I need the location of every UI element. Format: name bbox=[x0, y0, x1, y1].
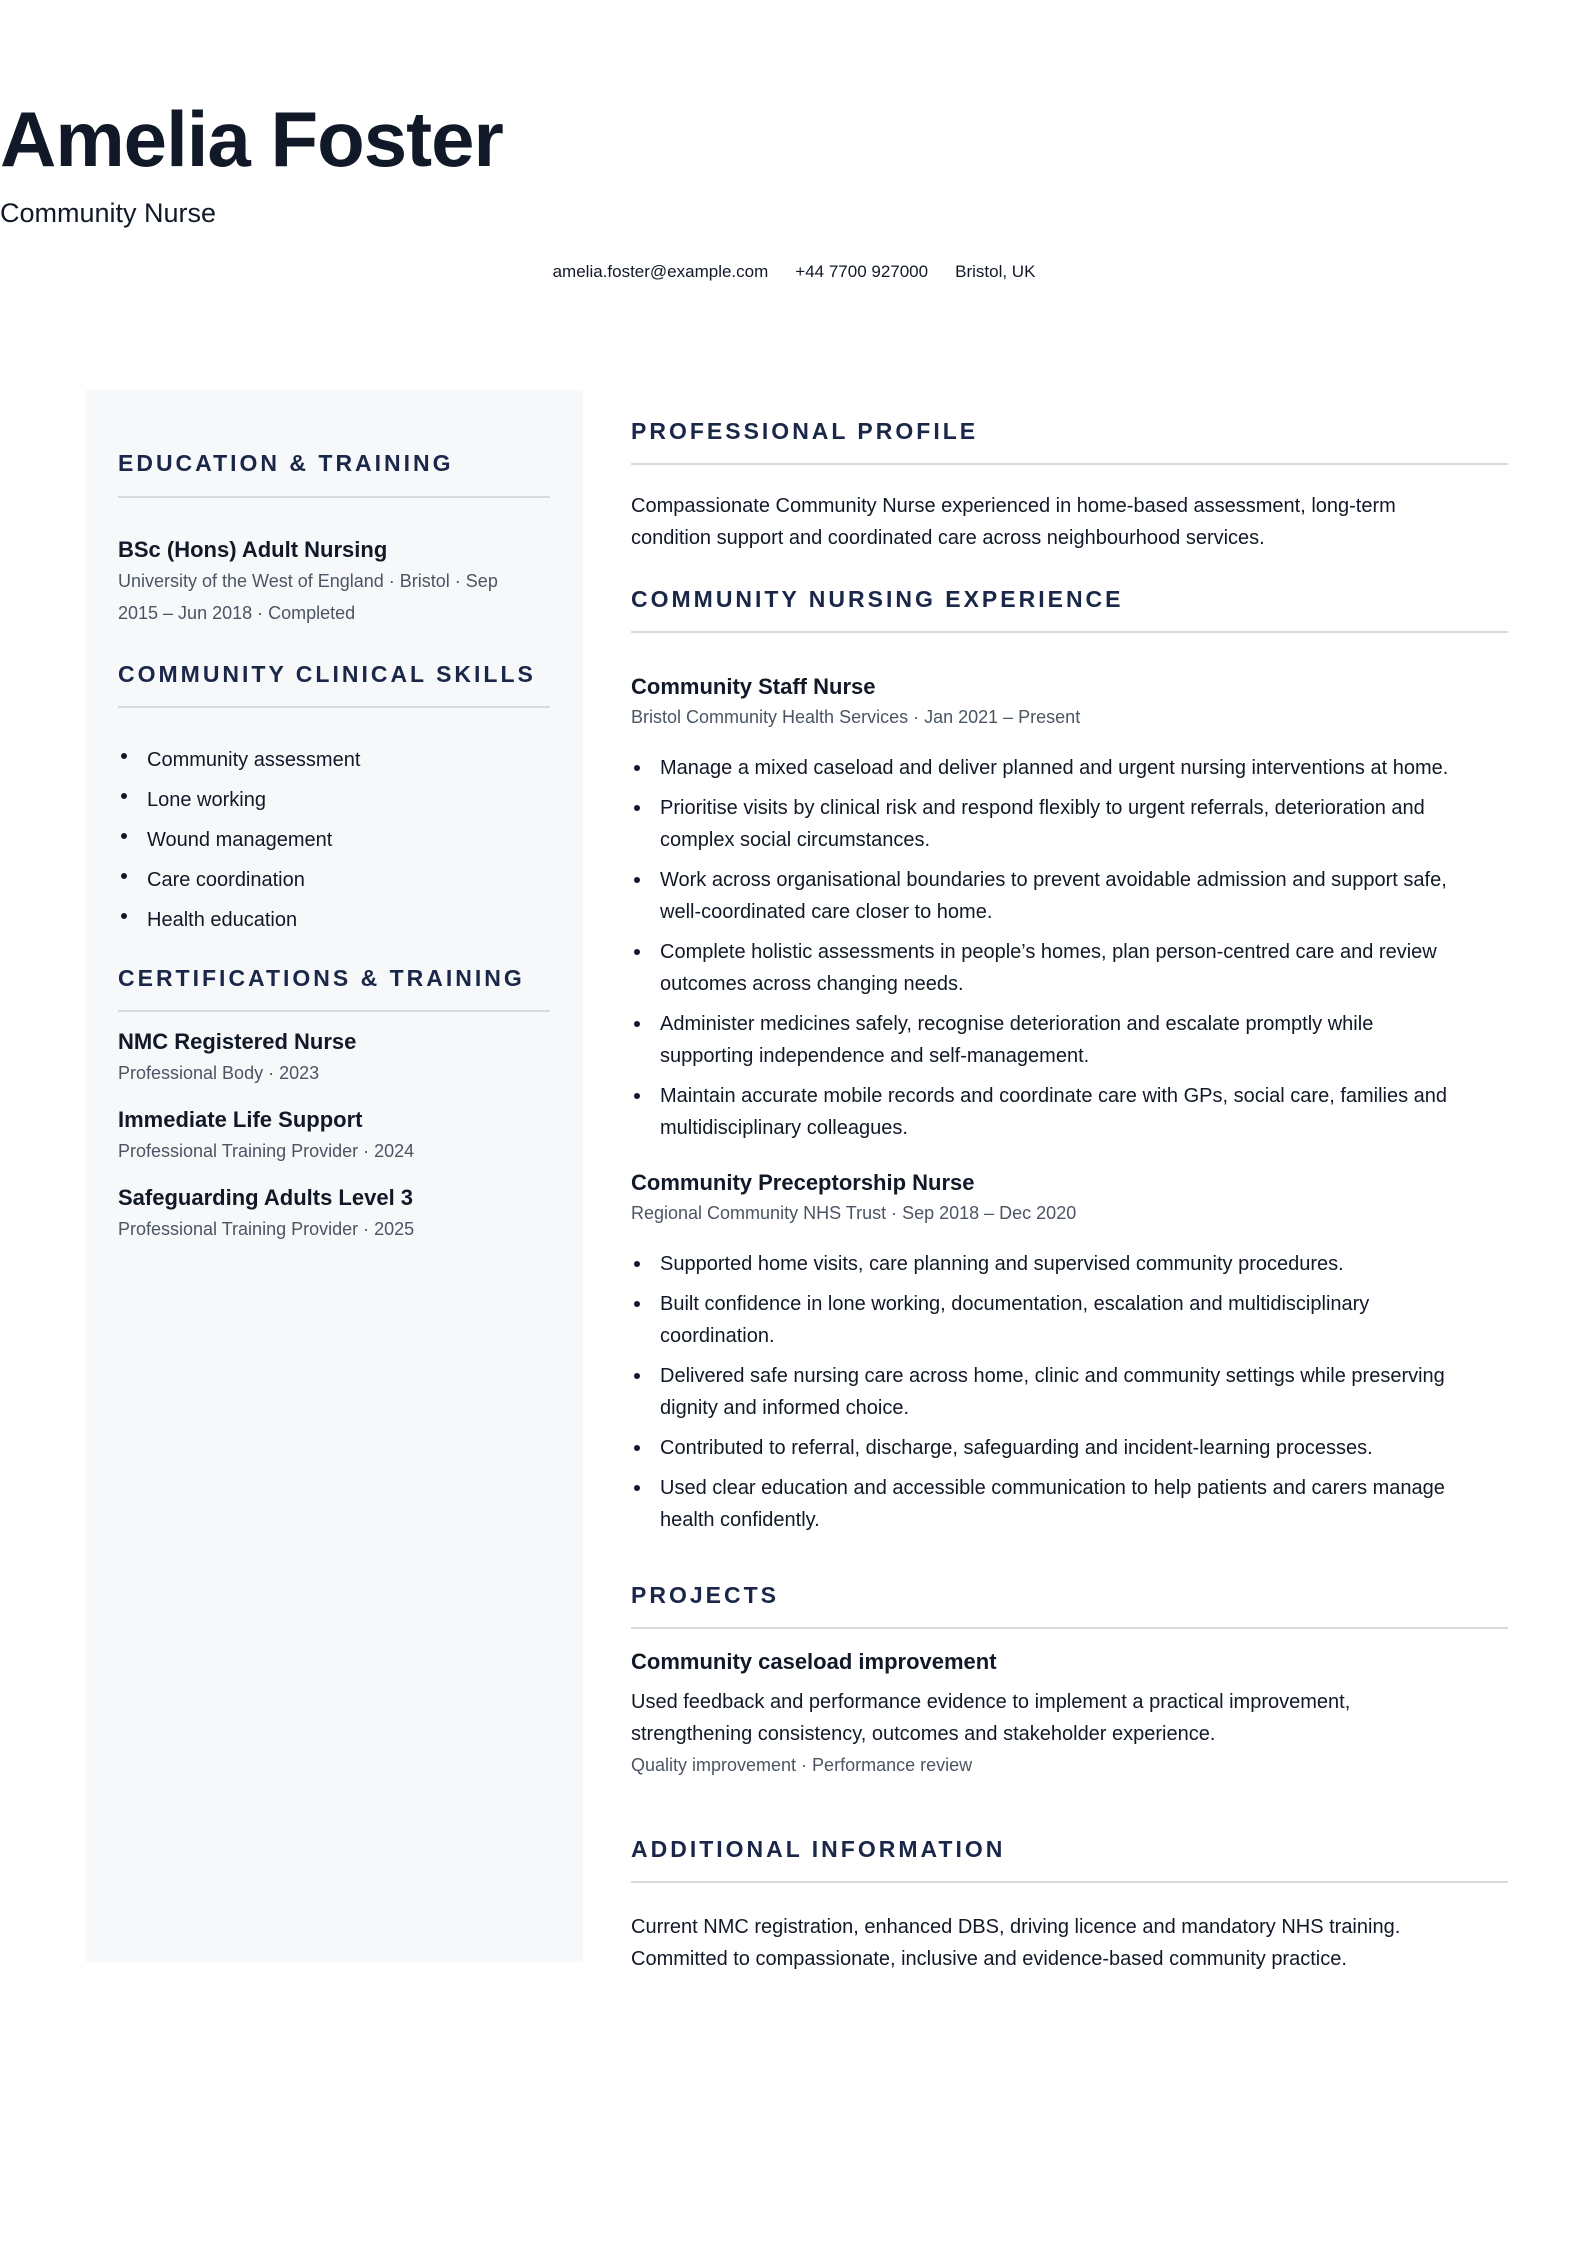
bullet-text: Contributed to referral, discharge, safeguarding and incident-learning processes. bbox=[660, 1437, 1373, 1459]
contact-location: Bristol, UK bbox=[955, 262, 1036, 281]
certification-entry bbox=[118, 1027, 550, 1089]
job-meta: Regional Community NHS Trust · Sep 2018 – Dec 2020 bbox=[631, 1203, 1077, 1223]
bullet-text: complex social circumstances. bbox=[660, 829, 931, 851]
bullet-text: dignity and informed choice. bbox=[660, 1397, 910, 1419]
bullet-text: outcomes across changing needs. bbox=[660, 973, 964, 995]
section-heading: CERTIFICATIONS & TRAINING bbox=[118, 965, 525, 991]
education-entry bbox=[118, 535, 550, 629]
job-bullets bbox=[631, 1248, 1508, 1536]
section-divider bbox=[118, 496, 550, 498]
bullet-text: Prioritise visits by clinical risk and respond flexibly to urgent referrals, deterioration and bbox=[660, 797, 1425, 819]
list-item bbox=[631, 1432, 1508, 1464]
job-title: Community Staff Nurse bbox=[631, 674, 876, 699]
certification-entry bbox=[118, 1183, 550, 1245]
job-entry bbox=[631, 672, 1508, 732]
list-item: Wound management bbox=[118, 820, 550, 860]
candidate-name: Amelia Foster bbox=[0, 95, 503, 183]
bullet-text: Administer medicines safely, recognise deterioration and escalate promptly while bbox=[660, 1013, 1374, 1035]
list-item bbox=[631, 1472, 1508, 1536]
degree-title: BSc (Hons) Adult Nursing bbox=[118, 537, 388, 562]
bullet-text: Supported home visits, care planning and supervised community procedures. bbox=[660, 1253, 1344, 1275]
list-item bbox=[631, 792, 1508, 856]
certifications-heading bbox=[118, 963, 550, 993]
profile-line: Compassionate Community Nurse experienced in home-based assessment, long-term bbox=[631, 495, 1396, 517]
certification-meta: Professional Training Provider · 2025 bbox=[118, 1219, 415, 1239]
list-item bbox=[631, 1360, 1508, 1424]
section-divider bbox=[631, 1627, 1508, 1629]
profile-heading bbox=[631, 416, 1508, 446]
bullet-text: supporting independence and self-management. bbox=[660, 1045, 1090, 1067]
certification-title: Immediate Life Support bbox=[118, 1107, 363, 1132]
profile-line: condition support and coordinated care across neighbourhood services. bbox=[631, 527, 1265, 549]
certification-title: Safeguarding Adults Level 3 bbox=[118, 1185, 414, 1210]
education-heading bbox=[118, 448, 550, 478]
additional-info bbox=[631, 1911, 1508, 1975]
certification-meta: Professional Training Provider · 2024 bbox=[118, 1141, 415, 1161]
section-divider bbox=[118, 1010, 550, 1012]
bullet-text: well-coordinated care closer to home. bbox=[660, 901, 993, 923]
contact-email: amelia.foster@example.com bbox=[552, 262, 769, 281]
project-line: Used feedback and performance evidence to implement a practical improvement, bbox=[631, 1691, 1351, 1713]
section-divider bbox=[631, 631, 1508, 633]
list-item bbox=[631, 1080, 1508, 1144]
job-bullets bbox=[631, 752, 1508, 1144]
additional-line: Committed to compassionate, inclusive and evidence-based community practice. bbox=[631, 1948, 1347, 1970]
section-heading: PROFESSIONAL PROFILE bbox=[631, 418, 979, 444]
list-item bbox=[631, 864, 1508, 928]
certification-title: NMC Registered Nurse bbox=[118, 1029, 357, 1054]
skills-list bbox=[118, 740, 550, 940]
section-heading: COMMUNITY CLINICAL SKILLS bbox=[118, 661, 536, 687]
section-heading: PROJECTS bbox=[631, 1582, 779, 1608]
bullet-text: multidisciplinary colleagues. bbox=[660, 1117, 908, 1139]
education-details-line: University of the West of England · Bristol · Sep bbox=[118, 571, 498, 591]
additional-heading bbox=[631, 1834, 1508, 1864]
list-item: Care coordination bbox=[118, 860, 550, 900]
bullet-text: Built confidence in lone working, documentation, escalation and multidisciplinary bbox=[660, 1293, 1370, 1315]
section-divider bbox=[631, 1881, 1508, 1883]
experience-heading bbox=[631, 584, 1508, 614]
additional-line: Current NMC registration, enhanced DBS, driving licence and mandatory NHS training. bbox=[631, 1916, 1401, 1938]
bullet-text: Work across organisational boundaries to prevent avoidable admission and support safe, bbox=[660, 869, 1447, 891]
list-item bbox=[631, 1288, 1508, 1352]
project-entry bbox=[631, 1646, 1508, 1780]
job-entry bbox=[631, 1168, 1508, 1228]
certification-meta: Professional Body · 2023 bbox=[118, 1063, 320, 1083]
bullet-text: health confidently. bbox=[660, 1509, 820, 1531]
skills-heading bbox=[118, 659, 550, 689]
bullet-text: Manage a mixed caseload and deliver planned and urgent nursing interventions at home. bbox=[660, 757, 1449, 779]
section-divider bbox=[631, 463, 1508, 465]
project-title: Community caseload improvement bbox=[631, 1649, 997, 1674]
contact-phone: +44 7700 927000 bbox=[795, 262, 929, 281]
section-heading: EDUCATION & TRAINING bbox=[118, 450, 454, 476]
list-item bbox=[631, 936, 1508, 1000]
section-heading: ADDITIONAL INFORMATION bbox=[631, 1836, 1006, 1862]
projects-heading bbox=[631, 1580, 1508, 1610]
education-details-line: 2015 – Jun 2018 · Completed bbox=[118, 603, 356, 623]
job-meta: Bristol Community Health Services · Jan 2021 – Present bbox=[631, 707, 1081, 727]
project-line: strengthening consistency, outcomes and stakeholder experience. bbox=[631, 1723, 1216, 1745]
section-heading: COMMUNITY NURSING EXPERIENCE bbox=[631, 586, 1124, 612]
list-item bbox=[631, 1248, 1508, 1280]
list-item: Community assessment bbox=[118, 740, 550, 780]
bullet-text: Delivered safe nursing care across home, clinic and community settings while preserving bbox=[660, 1365, 1445, 1387]
profile-summary bbox=[631, 490, 1508, 554]
list-item bbox=[631, 752, 1508, 784]
bullet-text: coordination. bbox=[660, 1325, 775, 1347]
project-tags: Quality improvement · Performance review bbox=[631, 1755, 973, 1775]
list-item: Health education bbox=[118, 900, 550, 940]
bullet-text: Maintain accurate mobile records and coordinate care with GPs, social care, families and bbox=[660, 1085, 1448, 1107]
bullet-text: Used clear education and accessible communication to help patients and carers manage bbox=[660, 1477, 1445, 1499]
list-item bbox=[631, 1008, 1508, 1072]
section-divider bbox=[118, 706, 550, 708]
bullet-text: Complete holistic assessments in people’s homes, plan person-centred care and review bbox=[660, 941, 1437, 963]
contact-line bbox=[0, 260, 1588, 284]
job-title: Community Preceptorship Nurse bbox=[631, 1170, 975, 1195]
list-item: Lone working bbox=[118, 780, 550, 820]
certification-entry bbox=[118, 1105, 550, 1167]
candidate-role: Community Nurse bbox=[0, 198, 217, 228]
